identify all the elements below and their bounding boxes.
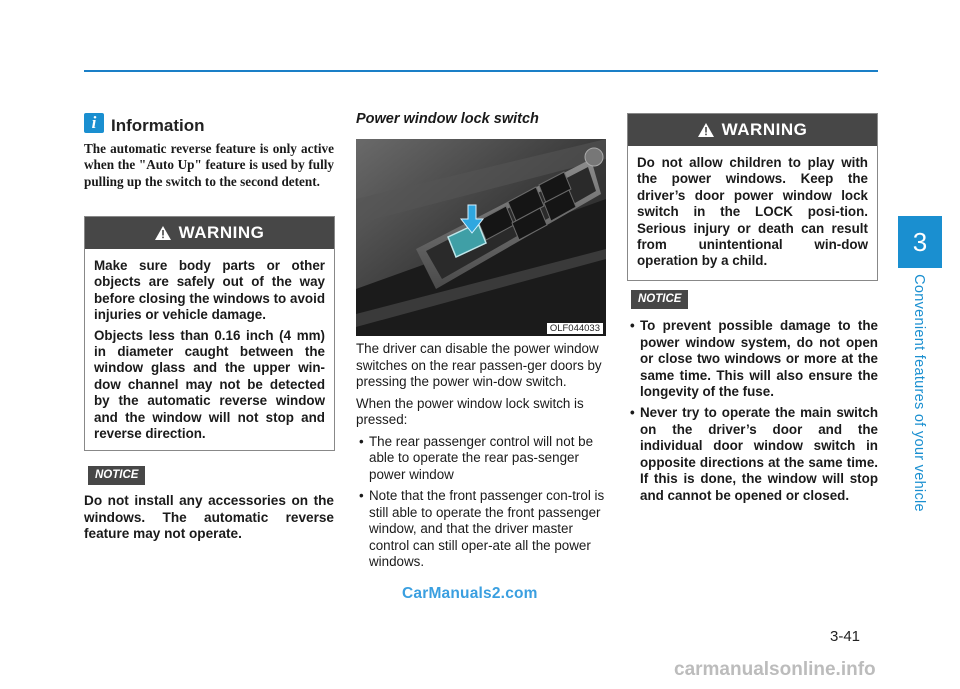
notice-text-left: Do not install any accessories on the windows. The automatic reverse feature may not operate.: [84, 493, 334, 542]
information-body: The automatic reverse feature is only active when the "Auto Up" feature is used by fully pulling up the switch to the second detent.: [84, 141, 334, 189]
watermark-primary: CarManuals2.com: [402, 585, 538, 602]
warning-paragraph: Do not allow children to play with the power windows. Keep the driver’s door power window lock switch in the LOCK posi-tion. Serious injury or death can result from unintentional win-dow operation by a child.: [637, 155, 868, 269]
chapter-number: 3: [912, 226, 928, 257]
door-switch-illustration: [356, 139, 606, 336]
lock-switch-bullets: [356, 434, 606, 571]
section-heading: Power window lock switch: [356, 111, 539, 127]
body-paragraph: When the power window lock switch is pressed:: [356, 395, 584, 427]
list-item: • To prevent possible damage to the power window system, do not open or close two windows or more at the same time. This will also ensure the longevity of the fuse.: [627, 318, 878, 401]
notice-list-right: [627, 318, 878, 509]
lock-switch-body: [356, 341, 606, 576]
info-icon: i: [84, 113, 104, 133]
warning-box-left: [84, 216, 335, 451]
notice-badge-left: NOTICE: [88, 466, 145, 485]
page-number: 3-41: [830, 628, 861, 645]
notice-badge-right: NOTICE: [631, 290, 688, 309]
watermark-secondary: carmanualsonline.info: [674, 659, 876, 680]
list-item: • Note that the front passenger con-trol is still able to operate the front passenger window, and that the driver master control can still oper-ate all the power windows.: [356, 488, 606, 571]
warning-label: WARNING: [178, 223, 265, 242]
header-rule: [84, 70, 878, 72]
warning-label: WARNING: [721, 120, 808, 139]
warning-header: [628, 114, 877, 146]
figure-caption: OLF044033: [547, 323, 603, 334]
warning-paragraph: Objects less than 0.16 inch (4 mm) in diameter caught between the window glass and the upper win-dow channel may not be detected by the automatic reverse window and the window will not stop and reverse direction.: [94, 327, 325, 442]
warning-header: [85, 217, 334, 249]
warning-box-right: [627, 113, 878, 281]
information-heading: Information: [111, 116, 205, 135]
door-switch-figure: [356, 139, 606, 336]
warning-body: [85, 249, 334, 442]
list-item: • The rear passenger control will not be able to operate the rear pas-senger power window: [356, 434, 606, 484]
warning-icon: [155, 226, 171, 240]
chapter-tab: [898, 216, 942, 268]
chapter-side-title: [893, 274, 945, 512]
list-item: • Never try to operate the main switch on the driver’s door and the individual door window switch in opposite directions at the same time. If this is done, the window will stop and cannot be opened or closed.: [627, 405, 878, 505]
warning-paragraph: Make sure body parts or other objects are safely out of the way before closing the windows to avoid injuries or vehicle damage.: [94, 258, 325, 323]
warning-body: [628, 146, 877, 270]
chapter-title: Convenient features of your vehicle: [911, 274, 927, 512]
body-paragraph: The driver can disable the power window switches on the rear passen-ger doors by pressing the power win-dow switch.: [356, 341, 602, 389]
warning-icon: [698, 123, 714, 137]
